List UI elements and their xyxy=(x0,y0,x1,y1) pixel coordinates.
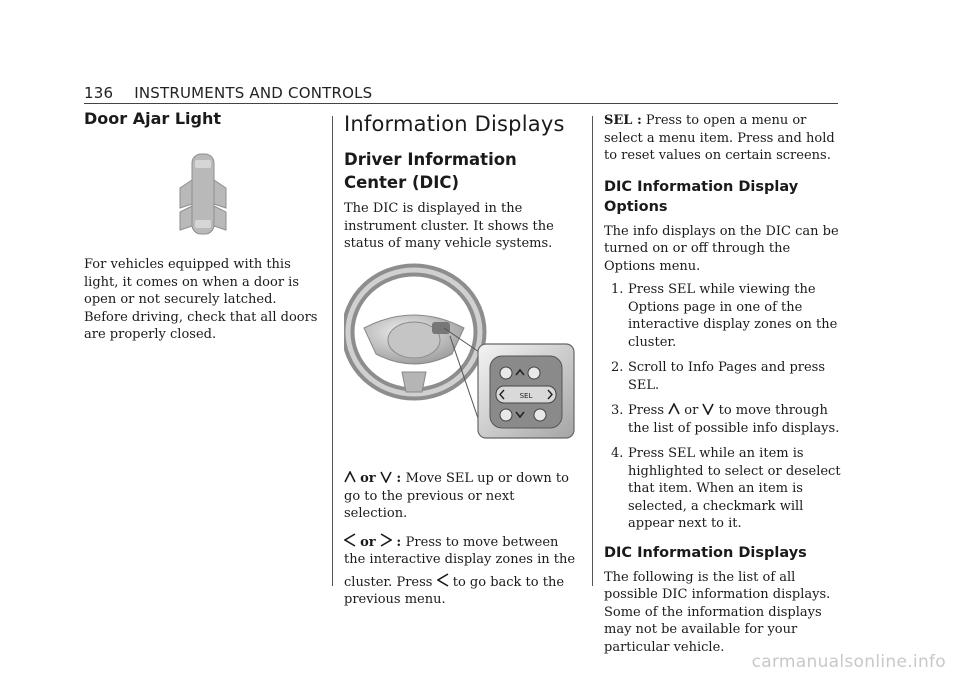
caret-up-icon xyxy=(344,471,356,483)
header-rule xyxy=(84,103,838,104)
updown-text: Move SEL up or down to go to the previous or next selection. xyxy=(344,471,569,521)
control-descriptions xyxy=(344,470,580,609)
page-number: 136 xyxy=(84,84,114,102)
sel-label: SEL : xyxy=(604,113,642,128)
leftright-description-2 xyxy=(344,573,580,609)
caret-down-icon xyxy=(380,471,392,483)
leftright-text-2b: to go back to the previous menu. xyxy=(344,574,565,607)
door-ajar-heading: Door Ajar Light xyxy=(84,109,222,128)
sel-button-label: SEL xyxy=(519,392,533,400)
caret-up-icon xyxy=(668,403,680,415)
column-divider-2 xyxy=(592,116,593,586)
updown-description: or : Move SEL up or down to go to the previous or next selection. xyxy=(344,471,569,521)
caret-left-icon xyxy=(437,573,449,587)
column-info-displays xyxy=(344,110,580,253)
options-heading: DIC Information Display Options xyxy=(604,178,799,215)
list-item: 2. Scroll to Info Pages and press SEL. xyxy=(611,360,826,393)
sel-description xyxy=(604,112,844,165)
options-steps xyxy=(604,281,844,533)
watermark: carmanualsonline.info xyxy=(751,652,946,672)
page-header xyxy=(84,84,372,102)
list-item: 3. Press or to move through the list of possible info displays. xyxy=(611,403,840,436)
door-ajar-body: For vehicles equipped with this light, it comes on when a door is open or not securely latched. Before driving, check that all doors are properly closed. xyxy=(84,257,318,342)
section-title: INSTRUMENTS AND CONTROLS xyxy=(134,84,373,102)
dic-body: The DIC is displayed in the instrument cluster. It shows the status of many vehicle systems. xyxy=(344,201,554,251)
sel-text: Press to open a menu or select a menu item. Press and hold to reset values on certain screens. xyxy=(604,113,835,163)
dic-heading-line2: Center (DIC) xyxy=(344,173,460,192)
updown-or: or xyxy=(360,471,376,486)
dic-displays-body: The following is the list of all possible DIC information displays. Some of the information displays may not be available for your particular vehicle. xyxy=(604,569,831,655)
leftright-text-1: Press to move between the interactive display zones in the xyxy=(344,534,576,567)
caret-left-icon xyxy=(344,533,356,547)
options-intro: The info displays on the DIC can be turned on or off through the Options menu. xyxy=(604,223,839,274)
door-ajar-text-block xyxy=(84,256,320,344)
column-options xyxy=(604,112,844,656)
column-divider-1 xyxy=(332,116,333,586)
door-ajar-icon xyxy=(168,150,238,240)
leftright-text-2a: cluster. Press xyxy=(344,574,433,590)
list-item: 4. Press SEL while an item is highlighted to select or deselect that item. When an item is selected, a checkmark will appear next to it. xyxy=(611,446,841,531)
leftright-or: or xyxy=(360,534,376,550)
list-item: 1. Press SEL while viewing the Options page in one of the interactive display zones on the cluster. xyxy=(611,282,838,350)
dic-displays-heading: DIC Information Displays xyxy=(604,544,807,561)
leftright-description: or : Press to move between the interactive display zones in the xyxy=(344,534,576,567)
column-door-ajar xyxy=(84,108,320,130)
caret-down-icon xyxy=(702,403,714,415)
caret-right-icon xyxy=(380,533,392,547)
info-displays-heading: Information Displays xyxy=(344,112,565,136)
dic-heading-line1: Driver Information xyxy=(344,150,517,169)
steering-wheel-illustration xyxy=(344,262,580,448)
